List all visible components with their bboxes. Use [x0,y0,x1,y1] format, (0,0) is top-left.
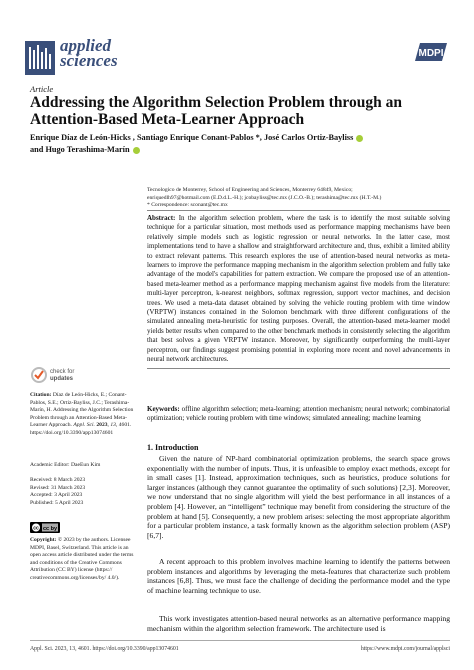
keywords [147,405,450,424]
citation-pages[interactable]: 4601. https://doi.org/10.3390/app13074601 [30,422,132,436]
academic-editor: Academic Editor: DaeEun Kim [30,462,101,468]
citation-year: 2023 [96,422,108,429]
abstract-text: In the algorithm selection problem, where the task is to identify the most suitable solving technique for a particular situation, most methods used as performance mapping mechanisms have been relatively simple models such as logistic regression or neural networks. In the latter case, most implementations tend to have a shallow and straightforward architecture and, thus, exhibit a limited ability to extract relevant patterns. This research explores the use of attention-based neural networks as meta-learners to improve the performance mapping mechanism in the algorithm selection problem and fully take advantage of the model's capabilities for pattern extraction. We compare the proposed use of an attention-based meta-learner method as a performance mapping mechanism against five models from the literature: multi-layer perceptron, k-nearest neighbors, softmax regression, support vector machines, and decision trees. We used a meta-data dataset obtained by solving the vehicle routing problem with time window (VRPTW) instances contained in the Solomon benchmark with three different configurations of the simulated annealing meta-heuristic for testing purposes. Overall, the attention-based meta-learner model yields better results when compared to the other benchmark methods in consistently selecting the algorithm that best solves a given VRPTW instance. Moreover, by significantly outperforming the multi-layer perceptron, our findings suggest promising potential in exploring more recent and novel advancements in neural network architectures. [147,214,450,364]
article-title: Addressing the Algorithm Selection Problem through an Attention-Based Meta-Learner Approach [30,94,403,128]
footer-journal-url[interactable]: https://www.mdpi.com/journal/applsci [360,646,450,652]
journal-name [60,38,118,68]
abstract-label: Abstract: [147,214,176,222]
footer-divider [30,640,450,641]
intro-paragraph-3-text: This work investigates attention-based neural networks as an alternative performance mapping mechanism within the algorithm selection framework. The architecture used is [147,614,450,633]
abstract [147,214,450,365]
publication-dates [30,477,134,507]
copyright-block [30,537,134,583]
abstract-section [147,210,450,369]
intro-paragraph-3 [147,614,450,633]
intro-paragraph-2-text: A recent approach to this problem involves machine learning to identify the patterns between problem instances and algorithms by leveraging the meta-features that characterize such problem instances [6,8]. Thus, we must face the challenge of deciding the performance model and the type of machine learning technique to use. [147,557,450,595]
received-date: Received: 8 March 2023 [30,477,86,483]
check-updates-line2: updates [50,376,74,382]
mdpi-badge-text: MDPI [418,48,444,59]
copyright-label: Copyright: [30,537,57,543]
citation-label: Citation: [30,392,52,398]
citation-block: Citation: Díaz de León-Hicks, E.; Conant-Pablos, S.E.; Ortiz-Bayliss, J.C.; Terashima-Marín, H. Addressing the Algorithm Selection Problem through an Attention-Based Meta-Learner Approach. Appl. Sci. 2023, 13, 4601. https://doi.org/10.3390/app13074601 [30,392,134,436]
correspondence: * Correspondence: sconant@tec.mx [147,202,228,209]
journal-name-line1: applied [60,36,111,55]
section-heading: 1. Introduction [147,443,199,452]
revised-date: Revised: 31 March 2023 [30,484,86,491]
article-type: Article [30,84,54,94]
copyright-text: © 2023 by the authors. Licensee MDPI, Basel, Switzerland. This article is an open access article distributed under the terms and conditions of the Creative Commons Attribution (CC BY) license (https:// creativecommons.org/licenses/by/ 4.0/). [30,537,134,581]
journal-name-line2: sciences [60,51,118,70]
svg-text:cc: cc [33,525,39,532]
author-line-1: Enrique Díaz de León-Hicks , Santiago Enrique Conant-Pablos *, José Carlos Ortiz-Bayliss [30,133,354,142]
affiliation [147,187,447,210]
check-updates-icon[interactable] [30,363,78,387]
keywords-label: Keywords: [147,405,180,413]
orcid-icon[interactable] [133,147,140,154]
intro-paragraph-1-text: Given the nature of NP-hard combinatorial optimization problems, the search space grows exponentially with the number of inputs. Thus, it is unfeasible to employ exact methods, except for in small cases [1]. Instead, approximation techniques, such as heuristics, produce solutions for larger instances (although they cannot guarantee the optimality of such solutions) [2,3]. Moreover, we now understand that no single algorithm will yield the best performance in all instances of a problem [4]. However, an “intelligent” technique may benefit from considering the structure of the problem at hand [5]. Consequently, a new problem arises: selecting the most appropriate algorithm for a particular problem instance, a task formally known as the algorithm selection problem (ASP) [6,7]. [147,454,450,540]
check-updates-line1: check for [50,369,75,375]
published-date: Published: 5 April 2023 [30,499,84,506]
cc-badge-text: cc by [42,526,58,532]
orcid-icon[interactable] [356,135,363,142]
affiliation-line: Tecnologico de Monterrey, School of Engineering and Sciences, Monterrey 64849, Mexico; [147,187,353,193]
keywords-text: offline algorithm selection; meta-learning; attention mechanism; neural network; combinatorial optimization; vehicle routing problem with time windows; simulated annealing; machine learning [147,405,450,423]
citation-volume: 13, [110,422,118,429]
citation-text: Díaz de León-Hicks, E.; Conant-Pablos, S.E.; Ortiz-Bayliss, J.C.; Terashima-Marín, H. Addressing the Algorithm Selection Problem through an Attention-Based Meta-Learner Approach. [30,392,134,429]
author-line-2: and Hugo Terashima-Marín [30,145,130,154]
affiliation-emails: enriquedlh97@hotmail.com (E.D.d.L.-H.); jcobayliss@tec.mx (J.C.O.-B.); terashima@tec.mx (H.T.-M.) [147,194,382,201]
footer-citation: Appl. Sci. 2023, 13, 4601. https://doi.org/10.3390/app13074601 [30,646,179,652]
cc-by-license-icon[interactable] [30,522,60,533]
accepted-date: Accepted: 3 April 2023 [30,492,83,499]
journal-logo-icon [25,41,55,75]
mdpi-logo-icon [415,43,447,61]
intro-paragraph-1 [147,454,450,540]
author-list [30,132,450,156]
citation-journal: Appl. Sci. [73,422,95,429]
intro-paragraph-2 [147,557,450,595]
